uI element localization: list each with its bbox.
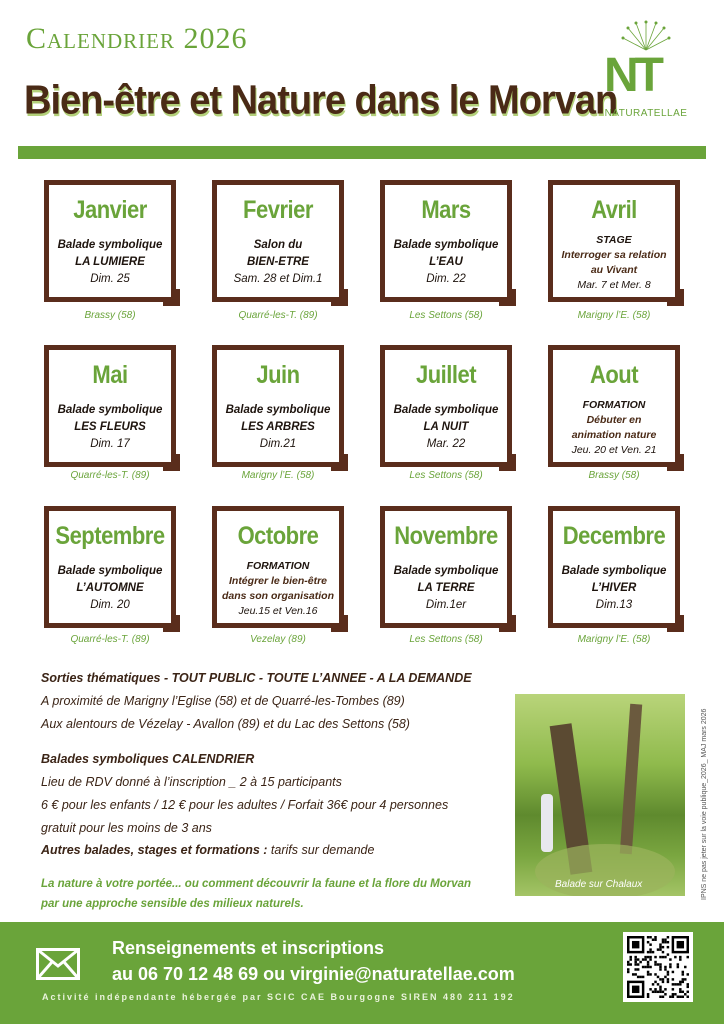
autres-rest: tarifs sur demande	[267, 843, 375, 857]
event-location: Brassy (58)	[588, 470, 640, 481]
event-details	[217, 237, 339, 288]
sorties-line-1: A proximité de Marigny l’Eglise (58) et de Quarré-les-Tombes (89)	[41, 694, 405, 708]
event-line: Dim.1er	[425, 599, 467, 611]
event-line: animation nature	[571, 429, 657, 441]
month-card-juillet	[380, 345, 512, 467]
month-name: Juin	[256, 360, 300, 389]
event-line: L’HIVER	[591, 582, 637, 594]
event-location: Brassy (58)	[84, 310, 136, 321]
event-line: Balade symbolique	[225, 404, 331, 416]
event-line: Dim. 22	[426, 273, 466, 285]
event-details	[49, 563, 171, 614]
event-line: Balade symbolique	[393, 565, 499, 577]
calendar-year-heading: Calendrier 2026	[26, 22, 248, 55]
footer-legal: Activité indépendante hébergée par SCIC CAE Bourgogne SIREN 480 211 192	[42, 992, 515, 1002]
photo-tree	[620, 704, 642, 854]
balades-line-2: 6 € pour les enfants / 12 € pour les adultes / Forfait 36€ pour 4 personnes	[41, 798, 449, 812]
event-line: FORMATION	[246, 560, 310, 572]
event-location: Les Settons (58)	[409, 310, 483, 321]
header-divider	[18, 146, 706, 159]
month-name: Octobre	[237, 521, 319, 550]
footer	[0, 922, 724, 1024]
event-line: Balade symbolique	[393, 239, 499, 251]
event-line: BIEN-ETRE	[247, 256, 309, 268]
event-location: Les Settons (58)	[409, 634, 483, 645]
month-name: Juillet	[415, 360, 477, 389]
month-card-septembre	[44, 506, 176, 628]
logo-name: NATURATELLAE	[604, 108, 688, 119]
event-line: STAGE	[596, 234, 632, 246]
page-title: Bien-être et Nature dans le Morvan	[24, 78, 618, 124]
month-card-janvier	[44, 180, 176, 302]
event-line: FORMATION	[582, 399, 646, 411]
event-line: Dim. 25	[90, 273, 130, 285]
naturatellae-logo	[598, 20, 694, 130]
footer-title: Renseignements et inscriptions	[112, 938, 385, 958]
month-name: Janvier	[73, 195, 147, 224]
month-name: Mai	[92, 360, 128, 389]
event-line: Sam. 28 et Dim.1	[233, 273, 323, 285]
event-line: Dim. 20	[90, 599, 130, 611]
event-details	[553, 233, 675, 293]
month-card-aout	[548, 345, 680, 467]
qr-code-icon[interactable]	[623, 932, 693, 1002]
event-line: Salon du	[253, 239, 303, 251]
event-line: Débuter en	[586, 414, 642, 426]
autres-line	[41, 843, 374, 857]
month-card-avril	[548, 180, 680, 302]
event-details	[49, 402, 171, 453]
event-line: LA TERRE	[417, 582, 475, 594]
event-details	[553, 563, 675, 614]
logo-letters: NT	[604, 49, 660, 102]
event-line: Balade symbolique	[57, 239, 163, 251]
event-line: dans son organisation	[221, 590, 334, 602]
event-location: Vezelay (89)	[250, 634, 306, 645]
event-line: Mar. 7 et Mer. 8	[577, 279, 651, 291]
month-card-mai	[44, 345, 176, 467]
qr-code-graphic	[627, 936, 689, 998]
event-line: Balade symbolique	[57, 565, 163, 577]
balades-line-1: Lieu de RDV donné à l’inscription _ 2 à 15 participants	[41, 775, 342, 789]
month-card-fevrier	[212, 180, 344, 302]
event-location: Marigny l’E. (58)	[241, 470, 315, 481]
event-line: Balade symbolique	[561, 565, 667, 577]
month-name: Aout	[589, 360, 639, 389]
event-line: LES ARBRES	[241, 421, 315, 433]
event-location: Quarré-les-T. (89)	[70, 634, 150, 645]
month-card-decembre	[548, 506, 680, 628]
event-details	[217, 402, 339, 453]
event-location: Quarré-les-T. (89)	[238, 310, 318, 321]
event-line: Mar. 22	[426, 438, 466, 450]
tagline-line-1: La nature à votre portée... ou comment découvrir la faune et la flore du Morvan	[41, 878, 472, 890]
footer-contact[interactable]: au 06 70 12 48 69 ou virginie@naturatellae.com	[112, 964, 515, 984]
event-details	[49, 237, 171, 288]
event-line: Intégrer le bien-être	[228, 575, 328, 587]
event-details	[385, 402, 507, 453]
month-name: Fevrier	[243, 195, 313, 224]
event-details	[385, 237, 507, 288]
event-line: LA LUMIERE	[75, 256, 145, 268]
month-card-novembre	[380, 506, 512, 628]
event-details	[385, 563, 507, 614]
photo-caption: Balade sur Chalaux	[555, 879, 643, 890]
event-line: L’AUTOMNE	[76, 582, 144, 594]
tagline-line-2: par une approche sensible des milieux naturels.	[41, 898, 304, 910]
event-line: Dim.21	[259, 438, 297, 450]
sorties-line-2: Aux alentours de Vézelay - Avallon (89) et du Lac des Settons (58)	[41, 717, 410, 731]
event-line: Interroger sa relation	[561, 249, 667, 261]
event-line: LES FLEURS	[74, 421, 146, 433]
month-name: Avril	[591, 195, 637, 224]
event-location: Quarré-les-T. (89)	[70, 470, 150, 481]
autres-bold: Autres balades, stages et formations :	[41, 843, 268, 857]
month-name: Mars	[421, 195, 471, 224]
event-details	[217, 559, 339, 619]
balades-title: Balades symboliques CALENDRIER	[41, 752, 255, 766]
month-name: Decembre	[562, 521, 666, 550]
photo-person	[541, 794, 553, 852]
event-line: Balade symbolique	[393, 404, 499, 416]
event-details	[553, 398, 675, 458]
event-line: Jeu. 20 et Ven. 21	[571, 444, 657, 456]
event-line: au Vivant	[590, 264, 638, 276]
month-name: Septembre	[55, 521, 165, 550]
event-location: Les Settons (58)	[409, 470, 483, 481]
event-line: Jeu.15 et Ven.16	[238, 605, 318, 617]
event-line: Dim. 17	[90, 438, 130, 450]
month-name: Novembre	[394, 521, 498, 550]
event-line: LA NUIT	[423, 421, 469, 433]
event-location: Marigny l’E. (58)	[577, 310, 651, 321]
ipns-note: IPNS ne pas jeter sur la voie publique_2026_ MAJ mars 2026	[701, 708, 708, 900]
month-card-octobre	[212, 506, 344, 628]
event-line: L’EAU	[429, 256, 463, 268]
mail-icon	[36, 948, 80, 980]
event-line: Balade symbolique	[57, 404, 163, 416]
event-location: Marigny l’E. (58)	[577, 634, 651, 645]
sorties-title: Sorties thématiques - TOUT PUBLIC - TOUTE L’ANNEE - A LA DEMANDE	[41, 671, 472, 685]
event-line: Dim.13	[595, 599, 633, 611]
month-card-juin	[212, 345, 344, 467]
balades-line-3: gratuit pour les moins de 3 ans	[41, 821, 212, 835]
month-card-mars	[380, 180, 512, 302]
nature-photo	[515, 694, 685, 896]
